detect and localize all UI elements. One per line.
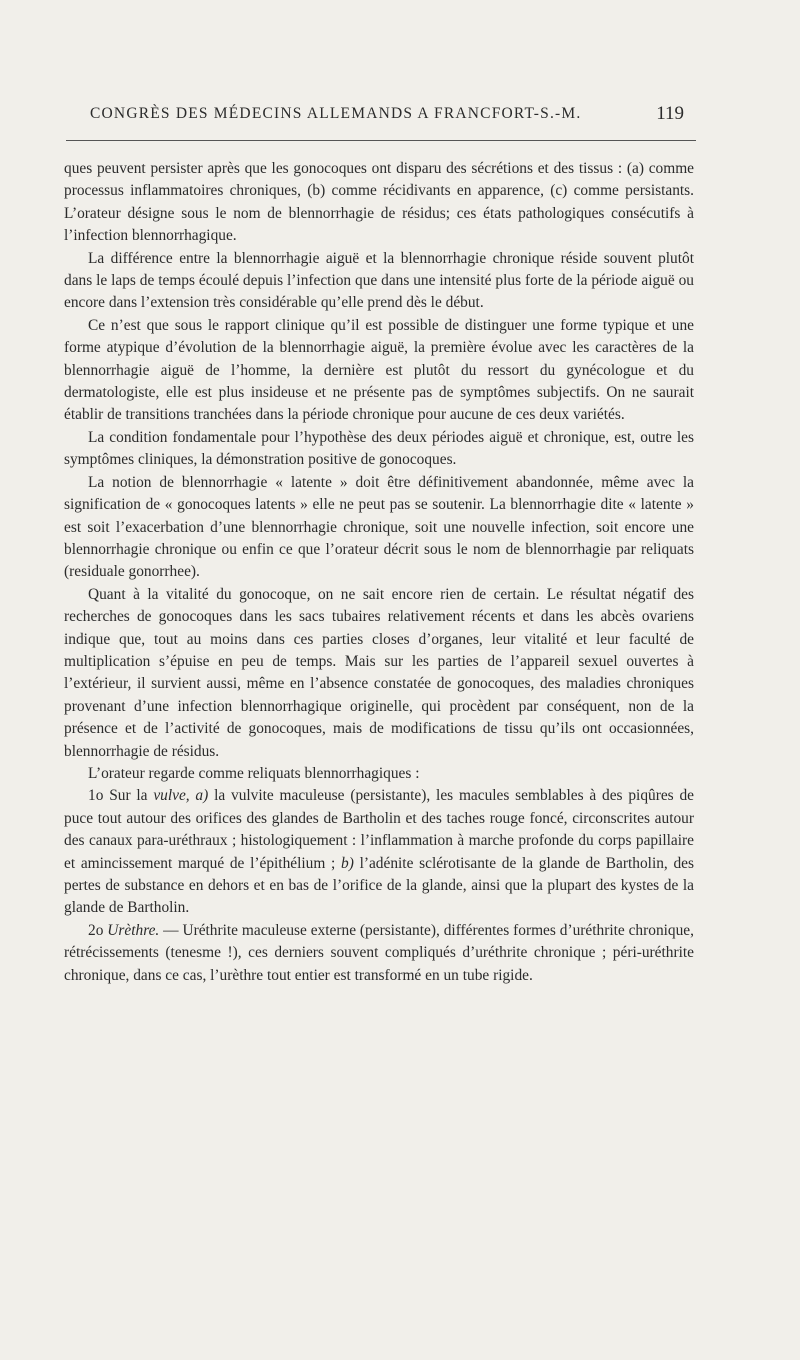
list-item-urethre [64,920,694,987]
running-header [90,103,690,129]
item-lead: 2o [88,921,108,939]
item-text: — Uréthrite maculeuse externe (persistante), différentes formes d’uréthrite chronique, rétrécissements (tenesme !), ces derniers souvent compliqués d’uréthrite chronique ; péri-uréthrite chronique, dans ce cas, l’urèthre tout entier est transformé en un tube rigide. [64,921,694,984]
paragraph: La condition fondamentale pour l’hypothèse des deux périodes aiguë et chronique, est, outre les symptômes cliniques, la démonstration positive de gonocoques. [64,428,694,469]
paragraph: Quant à la vitalité du gonocoque, on ne sait encore rien de certain. Le résultat négatif des recherches de gonocoques dans les sacs tubaires relativement récents et dans les abcès ovariens indique que, tout au moins dans ces parties closes d’organes, leur vitalité et leur faculté de multiplication s’épuise en peu de temps. Mais sur les parties de l’appareil sexuel ouvertes à l’extérieur, il survient aussi, même en l’absence constatée de gonocoques, des maladies chroniques provenant d’une infection blennorrhagique originelle, qui procèdent par conséquent, non de la présence et de l’activité de gonocoques, mais de modifications de tissu qu’ils ont occasionnées, blennorrhagie de résidus. [64,585,694,760]
list-item-vulve [64,785,694,919]
item-text: la vulvite maculeuse (persistante), les macules semblables à des piqûres de puce tout autour des orifices des glandes de Bartholin et des taches rouge foncé, circonscrites autour des canaux para-uréthraux ; histologiquement : l’inflammation à marche profonde du corps papillaire et amincissement marqué de l’épithélium ; [64,787,694,872]
paragraph: La différence entre la blennorrhagie aiguë et la blennorrhagie chronique réside souvent plutôt dans le laps de temps écoulé depuis l’infection que dans une intensité plus forte de la période aiguë ou encore dans l’extension très considérable qu’elle prend dès le début. [64,249,694,312]
paragraph: La notion de blennorrhagie « latente » doit être définitivement abandonnée, même avec la signification de « gonocoques latents » elle ne peut pas se soutenir. La blennorrhagie dite « latente » est soit l’exacerbation d’une blennorrhagie chronique, soit une nouvelle infection, soit encore une blennorrhagie chronique ou enfin ce que l’orateur décrit sous le nom de blennorrhagie par reliquats (residuale gonorrhee). [64,473,694,581]
item-lead: 1o Sur la [88,787,154,805]
paragraph: ques peuvent persister après que les gonocoques ont disparu des sécrétions et des tissus : (a) comme processus inflammatoires chroniques, (b) comme récidivants en apparence, (c) comme persistants. L’orateur désigne sous le nom de blennorrhagie de résidus; ces états pathologiques consécutifs à l’infection blennorrhagique. [64,160,694,245]
paragraph: L’orateur regarde comme reliquats blennorrhagiques : [88,764,420,782]
paragraph: Ce n’est que sous le rapport clinique qu’il est possible de distinguer une forme typique et une forme atypique d’évolution de la blennorrhagie aiguë, la première évolue avec les caractères de la blennorrhagie aiguë de l’homme, la dernière est plutôt du ressort du gynécologue et du dermatologiste, elle est plus insideuse et ne présente pas de symptômes subjectifs. On ne saurait établir de transitions tranchées dans la période chronique pour aucune de ces deux variétés. [64,316,694,424]
item-label-b: b) [341,854,354,872]
item-text-b: l’adénite sclérotisante de la glande de Bartholin, des pertes de substance en dehors et en bas de l’orifice de la glande, ainsi que la plupart des kystes de la glande de Bartholin. [64,854,694,917]
item-label: Urèthre. [107,921,160,939]
header-rule [66,140,696,141]
item-label: vulve, a) [153,787,209,805]
body-text [64,158,694,987]
page-number: 119 [656,103,684,124]
running-title: CONGRÈS DES MÉDECINS ALLEMANDS A FRANCFORT-S.-M. [90,105,582,122]
